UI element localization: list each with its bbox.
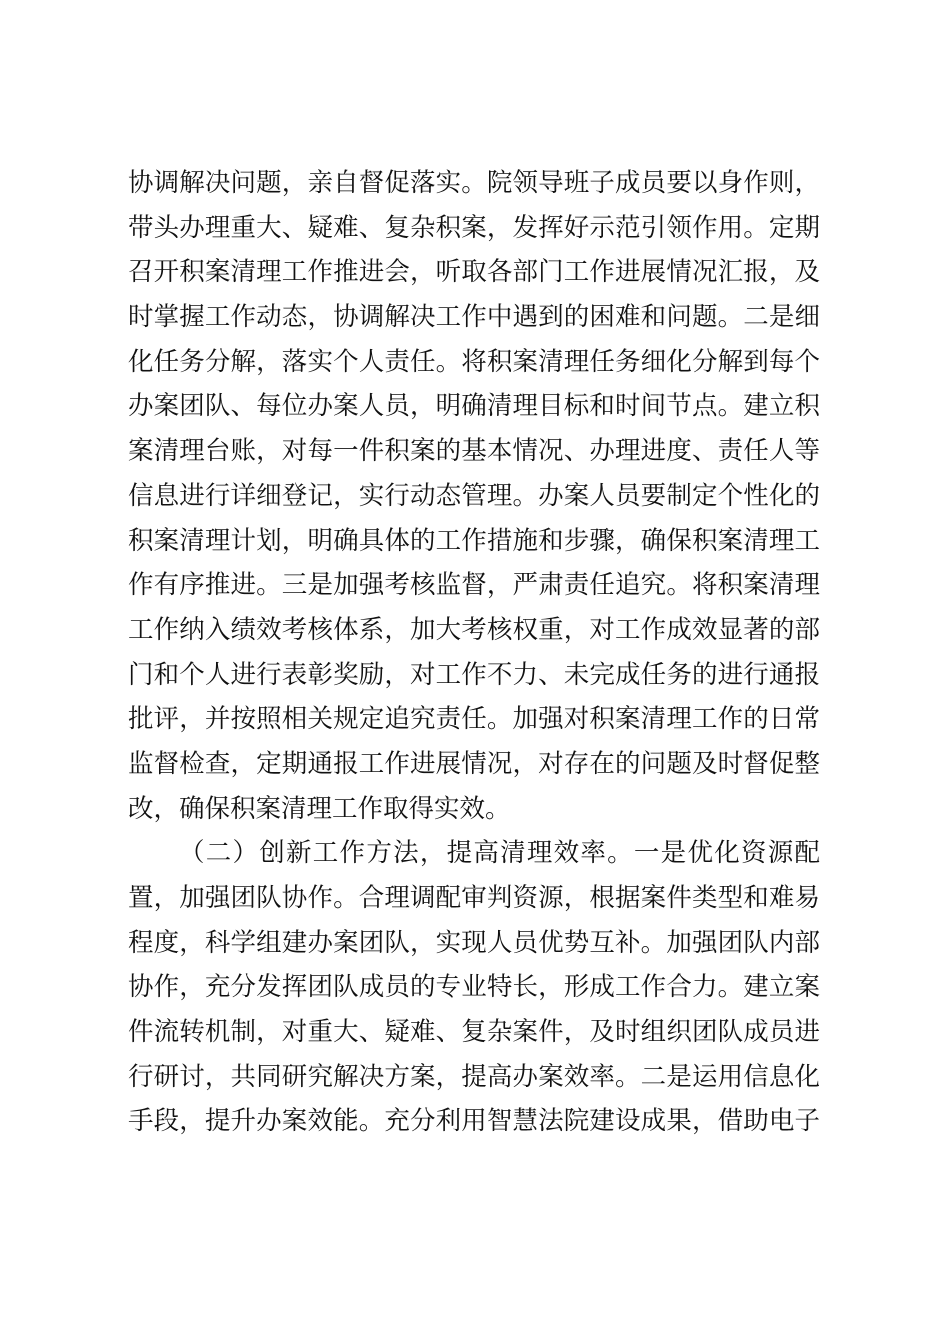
text-line: 件流转机制，对重大、疑难、复杂案件，及时组织团队成员进 bbox=[128, 1017, 820, 1048]
text-line: 带头办理重大、疑难、复杂积案，发挥好示范引领作用。定期 bbox=[128, 212, 820, 243]
text-line: 工作纳入绩效考核体系，加大考核权重，对工作成效显著的部 bbox=[128, 614, 820, 645]
text-line: 门和个人进行表彰奖励，对工作不力、未完成任务的进行通报 bbox=[128, 659, 820, 690]
text-line: 置，加强团队协作。合理调配审判资源，根据案件类型和难易 bbox=[128, 883, 820, 913]
text-line: 化任务分解，落实个人责任。将积案清理任务细化分解到每个 bbox=[128, 346, 820, 377]
text-line: 召开积案清理工作推进会，听取各部门工作进展情况汇报，及 bbox=[128, 257, 820, 288]
text-line: 作有序推进。三是加强考核监督，严肃责任追究。将积案清理 bbox=[128, 570, 820, 601]
text-line: 手段，提升办案效能。充分利用智慧法院建设成果，借助电子 bbox=[128, 1106, 820, 1137]
text-line: 案清理台账，对每一件积案的基本情况、办理进度、责任人等 bbox=[128, 436, 820, 467]
text-line: 时掌握工作动态，协调解决工作中遇到的困难和问题。二是细 bbox=[128, 302, 820, 333]
text-line: 批评，并按照相关规定追究责任。加强对积案清理工作的日常 bbox=[128, 704, 820, 735]
text-line: 积案清理计划，明确具体的工作措施和步骤，确保积案清理工 bbox=[128, 525, 820, 556]
paragraph-2 bbox=[128, 831, 820, 1144]
text-line: 协作，充分发挥团队成员的专业特长，形成工作合力。建立案 bbox=[128, 972, 820, 1003]
text-line: 监督检查，定期通报工作进展情况，对存在的问题及时督促整 bbox=[128, 748, 820, 779]
body-text bbox=[128, 161, 820, 1144]
text-line: 行研讨，共同研究解决方案，提高办案效率。二是运用信息化 bbox=[128, 1061, 820, 1092]
text-line: （二）创新工作方法，提高清理效率。一是优化资源配 bbox=[179, 838, 820, 869]
text-line: 协调解决问题，亲自督促落实。院领导班子成员要以身作则， bbox=[128, 168, 820, 198]
paragraph-1 bbox=[128, 161, 820, 831]
text-line: 改，确保积案清理工作取得实效。 bbox=[128, 793, 511, 824]
text-line: 办案团队、每位办案人员，明确清理目标和时间节点。建立积 bbox=[128, 391, 820, 422]
text-line: 信息进行详细登记，实行动态管理。办案人员要制定个性化的 bbox=[128, 480, 820, 511]
text-line: 程度，科学组建办案团队，实现人员优势互补。加强团队内部 bbox=[128, 927, 820, 958]
